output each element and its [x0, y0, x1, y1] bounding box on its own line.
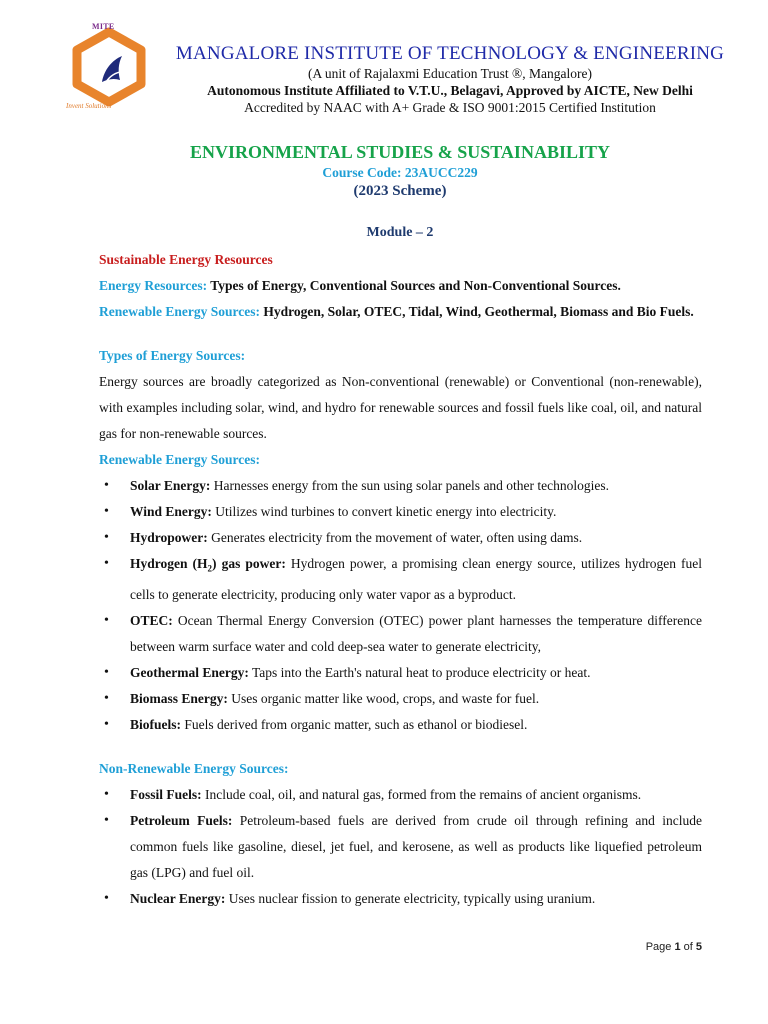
list-item: • Biomass Energy: Uses organic matter like wood, crops, and waste for fuel. [99, 686, 702, 712]
bullet-icon: • [104, 664, 109, 680]
of-word: of [680, 941, 696, 953]
bullet-icon: • [104, 690, 109, 706]
list-item: • Wind Energy: Utilizes wind turbines to convert kinetic energy into electricity. [99, 499, 702, 525]
list-item: • Petroleum Fuels: Petroleum-based fuels are derived from crude oil through refining and include common fuels like gasoline, diesel, jet fuel, and kerosene, as well as products like liquefied petroleum gas (LPG) and fuel oil. [99, 808, 702, 886]
institute-name: MANGALORE INSTITUTE OF TECHNOLOGY & ENGINEERING [175, 43, 725, 64]
page-word: Page [645, 941, 675, 953]
institute-logo [62, 22, 156, 116]
bullet-icon: • [104, 786, 109, 802]
page-number: 1 [674, 941, 681, 953]
unit-line: (A unit of Rajalaxmi Education Trust ®, Mangalore) [308, 66, 592, 81]
renewable-syllabus-line [99, 299, 702, 325]
list-item: • Hydrogen $(H_2)$ gas power: Hydrogen power, a promising clean energy source, utilizes hydrogen fuel cells to generate electricity, producing only water vapor as a byproduct. [99, 551, 702, 608]
course-title: ENVIRONMENTAL STUDIES & SUSTAINABILITY [190, 142, 610, 162]
affiliation-line: Autonomous Institute Affiliated to V.T.U., Belagavi, Approved by AICTE, New Delhi [207, 83, 693, 98]
bullet-icon: • [104, 716, 109, 732]
bullet-icon: • [104, 556, 109, 571]
renewable-heading: Renewable Energy Sources: [99, 452, 260, 467]
bullet-icon: • [104, 812, 109, 828]
logo-mite-text: MITE [92, 22, 115, 31]
bullet-icon: • [104, 530, 109, 545]
course-title-block [0, 140, 768, 201]
bullet-icon: • [104, 890, 109, 906]
energy-resources-text: Types of Energy, Conventional Sources and Non-Conventional Sources. [207, 278, 621, 293]
bullet-icon: • [104, 504, 109, 519]
nonrenewable-heading: Non-Renewable Energy Sources: [99, 760, 289, 776]
renewable-syllabus-label: Renewable Energy Sources: [99, 304, 260, 319]
letterhead [0, 0, 768, 125]
bullet-icon: • [104, 612, 109, 628]
list-item: • Solar Energy: Harnesses energy from the sun using solar panels and other technologies. [99, 473, 702, 499]
list-item: • Nuclear Energy: Uses nuclear fission to generate electricity, typically using uranium. [99, 886, 702, 912]
list-item: • Hydropower: Generates electricity from the movement of water, often using dams. [99, 525, 702, 551]
list-item: • Geothermal Energy: Taps into the Earth's natural heat to produce electricity or heat. [99, 660, 702, 686]
logo-tagline: Invent Solutions [66, 102, 112, 110]
course-scheme: (2023 Scheme) [353, 183, 447, 199]
list-item: • Biofuels: Fuels derived from organic matter, such as ethanol or biodiesel. [99, 712, 702, 738]
energy-resources-label: Energy Resources: [99, 278, 208, 293]
list-item: • OTEC: Ocean Thermal Energy Conversion (OTEC) power plant harnesses the temperature difference between warm surface water and cold deep-sea water to generate electricity, [99, 608, 702, 660]
course-code: Course Code: 23AUCC229 [322, 165, 478, 180]
section-heading-sustainable: Sustainable Energy Resources [99, 252, 273, 267]
nonrenewable-list [99, 782, 702, 912]
accreditation-line: Accredited by NAAC with A+ Grade & ISO 9001:2015 Certified Institution [244, 100, 656, 115]
page-footer [646, 941, 702, 953]
document-body [99, 247, 702, 912]
types-heading: Types of Energy Sources: [99, 348, 246, 363]
list-item: • Fossil Fuels: Include coal, oil, and natural gas, formed from the remains of ancient organisms. [99, 782, 702, 808]
energy-resources-line [99, 273, 702, 299]
institute-info [150, 43, 750, 116]
renewable-list [99, 473, 702, 738]
page-total: 5 [695, 941, 702, 953]
module-heading: Module – 2 [366, 225, 434, 240]
renewable-syllabus-text: Hydrogen, Solar, OTEC, Tidal, Wind, Geothermal, Biomass and Bio Fuels. [260, 304, 694, 319]
types-paragraph: Energy sources are broadly categorized as Non-conventional (renewable) or Conventional (non-renewable), with examples including solar, wind, and hydro for renewable sources and fossil fuels like coal, oil, and natural gas for non-renewable sources. [99, 374, 702, 441]
bullet-icon: • [104, 478, 109, 493]
